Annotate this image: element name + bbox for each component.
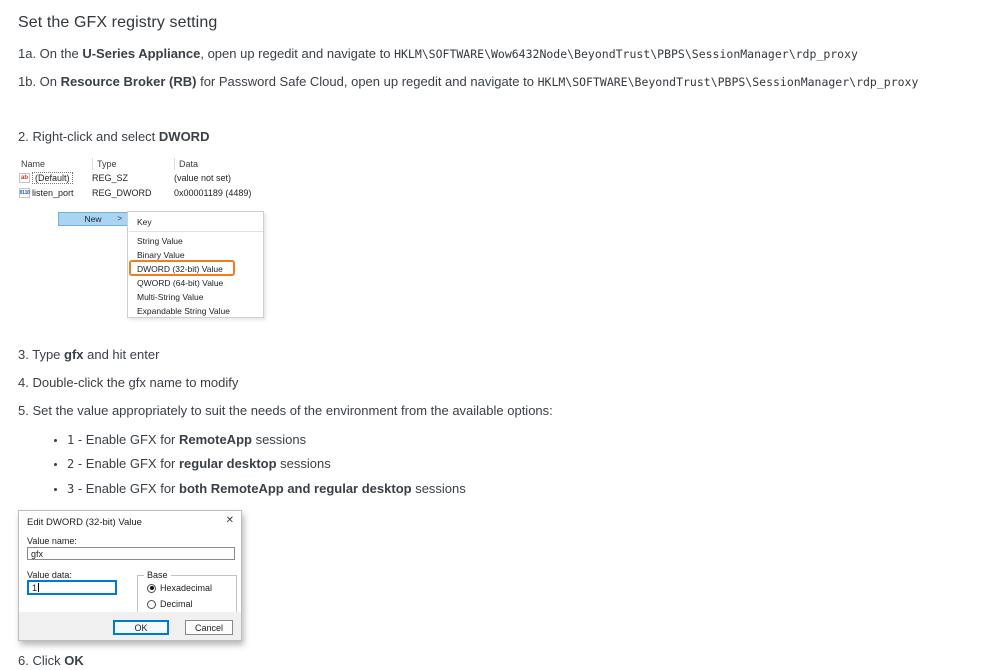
- list-item: [67, 456, 977, 472]
- step-6-bold: OK: [64, 653, 84, 669]
- menu-item-new-label: New: [84, 213, 102, 224]
- column-header-type: Type: [92, 158, 174, 170]
- list-item: [67, 432, 977, 448]
- menu-separator: [129, 231, 263, 232]
- menu-item-dword-label: DWORD (32-bit) Value: [137, 263, 223, 274]
- radio-unselected-icon: [147, 600, 156, 609]
- step-2: [18, 129, 977, 145]
- step-2-text: 2. Right-click and select: [18, 128, 159, 144]
- cancel-button: Cancel: [185, 620, 233, 635]
- menu-item-binary-value: Binary Value: [137, 249, 185, 260]
- step-3-suffix: and hit enter: [83, 346, 160, 362]
- menu-item-dword-value: [128, 262, 263, 276]
- step-5: 5. Set the value appropriately to suit the needs of the environment from the available options:: [18, 403, 553, 419]
- step-1a-bold: U-Series Appliance: [82, 46, 201, 61]
- registry-value-name: listen_port: [32, 188, 74, 199]
- dword-value-icon: 0110: [19, 188, 30, 198]
- step-1b: [18, 74, 977, 90]
- submenu-arrow-icon: >: [117, 213, 122, 223]
- regedit-values-screenshot: [18, 157, 354, 201]
- list-item: [67, 481, 977, 497]
- table-row: [18, 186, 354, 201]
- close-icon: ✕: [225, 515, 234, 527]
- registry-path-rb: HKLM\SOFTWARE\BeyondTrust\PBPS\SessionManager\rdp_proxy: [537, 75, 919, 90]
- new-context-menu-screenshot: [57, 209, 357, 323]
- edit-dword-dialog-screenshot: [18, 510, 242, 641]
- regedit-column-headers: [18, 157, 354, 171]
- value-data-label: Value data:: [27, 570, 72, 581]
- ok-button: OK: [113, 620, 169, 635]
- step-1b-bold: Resource Broker (RB): [60, 74, 197, 90]
- hexadecimal-label: Hexadecimal: [160, 583, 213, 594]
- option-bold: both RemoteApp and regular desktop: [179, 480, 412, 496]
- option-bold: regular desktop: [179, 456, 277, 472]
- option-text: - Enable GFX for: [74, 431, 179, 447]
- step-3-text: 3. Type: [18, 346, 65, 362]
- registry-value-type: REG_DWORD: [92, 188, 152, 199]
- step-3: [18, 347, 977, 363]
- option-suffix: sessions: [411, 480, 466, 496]
- step-1a-mid: , open up regedit and navigate to: [200, 46, 395, 61]
- option-value: 1: [67, 432, 75, 447]
- text-cursor: [38, 583, 39, 592]
- step-6: [18, 653, 977, 669]
- hexadecimal-radio: [147, 583, 212, 593]
- column-header-name: Name: [21, 158, 46, 169]
- value-name-label: Value name:: [27, 536, 77, 547]
- value-data-text: 1: [32, 582, 38, 593]
- option-value: 3: [67, 481, 75, 496]
- option-value: 2: [67, 457, 75, 472]
- step-1b-text: 1b. On: [18, 74, 61, 90]
- step-6-text: 6. Click: [18, 653, 65, 669]
- value-name-input: [27, 547, 235, 560]
- menu-item-key: Key: [137, 216, 152, 227]
- menu-item-expandable-string-value: Expandable String Value: [137, 305, 230, 316]
- base-group-label: Base: [144, 570, 171, 580]
- string-value-icon: ab: [20, 175, 28, 182]
- menu-item-string-value: String Value: [137, 235, 183, 246]
- menu-item-new: [58, 212, 128, 226]
- step-1b-mid: for Password Safe Cloud, open up regedit and navigate to: [196, 74, 538, 90]
- registry-path-useries: HKLM\SOFTWARE\Wow6432Node\BeyondTrust\PBPS\SessionManager\rdp_proxy: [394, 47, 858, 61]
- option-text: - Enable GFX for: [74, 480, 179, 496]
- table-row: [18, 171, 354, 186]
- registry-value-data: (value not set): [174, 173, 232, 184]
- registry-value-name: (Default): [32, 172, 73, 184]
- registry-value-data: 0x00001189 (4489): [174, 188, 252, 199]
- option-suffix: sessions: [251, 431, 307, 447]
- step-2-bold: DWORD: [158, 128, 210, 144]
- gfx-options-list: [18, 432, 977, 497]
- menu-item-multi-string-value: Multi-String Value: [137, 291, 204, 302]
- value-data-input: [27, 580, 117, 595]
- new-submenu-panel: [127, 211, 264, 318]
- dialog-title: Edit DWORD (32-bit) Value: [27, 517, 142, 529]
- step-1a-text: 1a. On the: [18, 46, 83, 61]
- option-bold: RemoteApp: [179, 431, 252, 447]
- registry-value-type: REG_SZ: [92, 173, 129, 184]
- page-title: Set the GFX registry setting: [18, 14, 218, 31]
- option-suffix: sessions: [276, 456, 331, 472]
- column-header-data: Data: [174, 158, 324, 170]
- decimal-radio: [147, 599, 193, 609]
- step-4: 4. Double-click the gfx name to modify: [18, 375, 239, 390]
- step-1a: [18, 46, 977, 62]
- menu-item-qword-value: QWORD (64-bit) Value: [137, 277, 224, 288]
- decimal-label: Decimal: [160, 599, 193, 610]
- base-groupbox: [137, 570, 237, 617]
- context-menu-panel: [57, 212, 128, 317]
- radio-selected-icon: [147, 584, 156, 593]
- option-text: - Enable GFX for: [74, 456, 179, 472]
- step-3-bold: gfx: [64, 346, 84, 362]
